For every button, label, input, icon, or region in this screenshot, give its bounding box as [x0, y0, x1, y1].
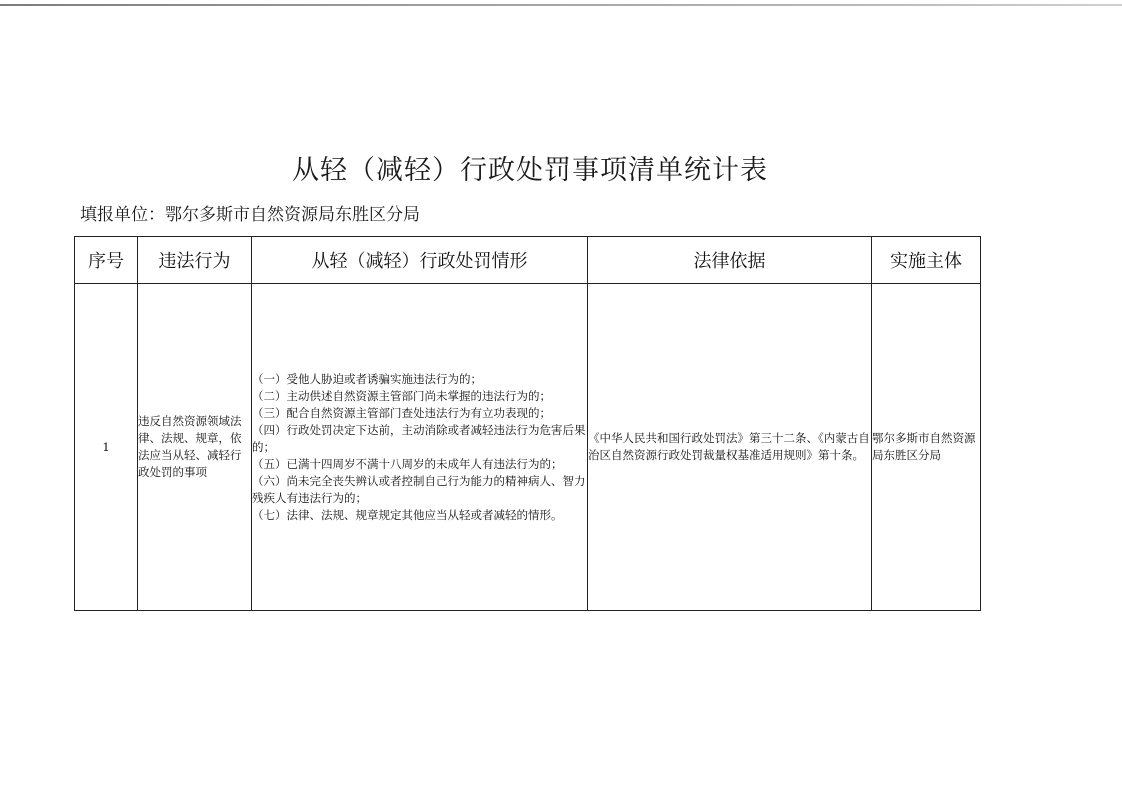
circumstance-item: （三）配合自然资源主管部门查处违法行为有立功表现的； [252, 405, 551, 420]
document-title: 从轻（减轻）行政处罚事项清单统计表 [292, 155, 768, 186]
cell-legal-basis: 《中华人民共和国行政处罚法》第三十二条、《内蒙古自治区自然资源行政处罚裁量权基准适用规则》第十条。 [588, 284, 872, 611]
cell-seq: 1 [75, 284, 138, 611]
header-circumstances: 从轻（减轻）行政处罚情形 [252, 237, 588, 284]
circumstance-item: （二）主动供述自然资源主管部门尚未掌握的违法行为的； [252, 388, 551, 403]
circumstance-item: （五）已满十四周岁不满十八周岁的未成年人有违法行为的； [252, 456, 563, 471]
circumstance-item: （一）受他人胁迫或者诱骗实施违法行为的； [252, 371, 482, 386]
table-row [75, 284, 981, 611]
circumstance-item: （四）行政处罚决定下达前，主动消除或者减轻违法行为危害后果的； [252, 422, 586, 454]
cell-illegal-act: 违反自然资源领域法律、法规、规章，依法应当从轻、减轻行政处罚的事项 [138, 284, 252, 611]
header-implementing-body: 实施主体 [872, 237, 981, 284]
circumstance-item: （七）法律、法规、规章规定其他应当从轻或者减轻的情形。 [252, 507, 563, 522]
header-illegal-act: 违法行为 [138, 237, 252, 284]
scan-edge-line [0, 4, 1122, 6]
penalty-list-table [74, 236, 981, 611]
filing-unit: 填报单位：鄂尔多斯市自然资源局东胜区分局 [80, 205, 420, 225]
cell-implementing-body: 鄂尔多斯市自然资源局东胜区分局 [872, 284, 981, 611]
header-seq: 序号 [75, 237, 138, 284]
header-legal-basis: 法律依据 [588, 237, 872, 284]
table-header-row [75, 237, 981, 284]
cell-circumstances [252, 284, 588, 611]
circumstance-item: （六）尚未完全丧失辨认或者控制自己行为能力的精神病人、智力残疾人有违法行为的； [252, 473, 586, 505]
